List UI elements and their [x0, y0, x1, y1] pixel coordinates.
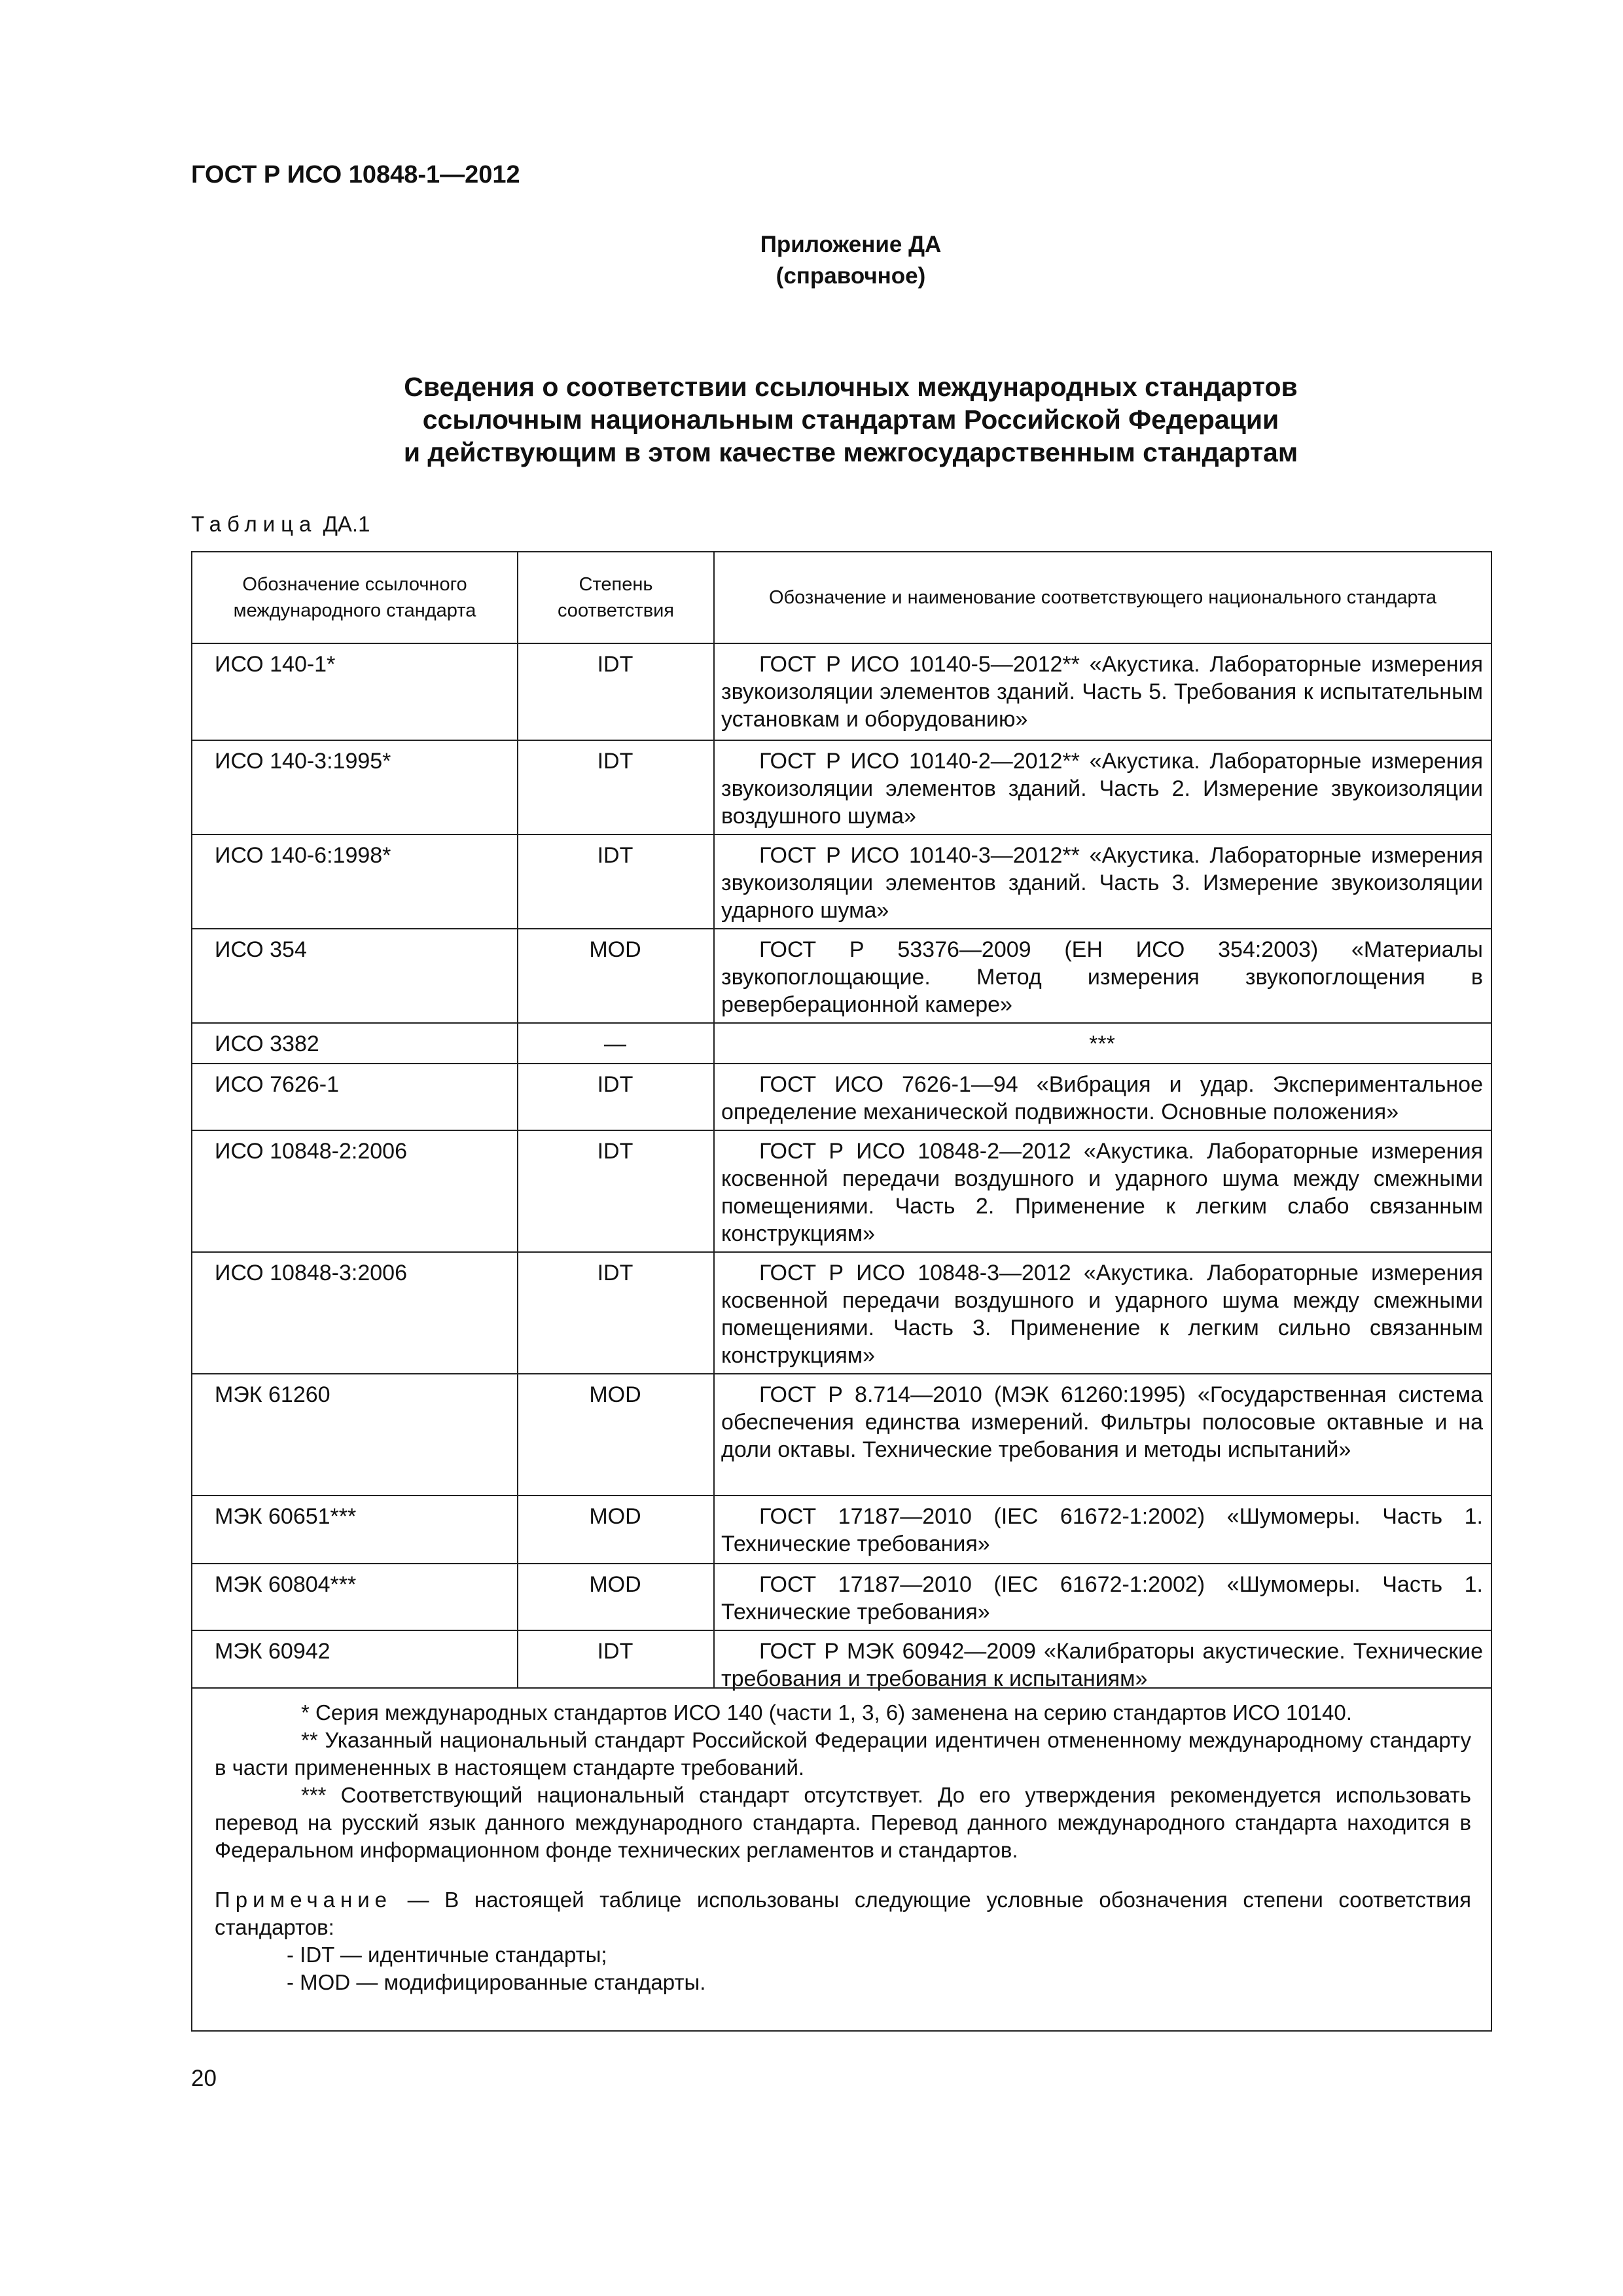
national-standard-cell: ГОСТ Р МЭК 60942—2009 «Калибраторы акустические. Технические требования и требования к испытаниям»: [721, 1639, 1483, 1691]
annex-title: Приложение ДА: [760, 232, 942, 257]
table-label: [191, 512, 370, 537]
national-standard-cell: ГОСТ 17187—2010 (IEC 61672-1:2002) «Шумомеры. Часть 1. Технические требования»: [721, 1572, 1483, 1624]
degree-cell: IDT: [597, 1072, 633, 1097]
intl-standard-cell: МЭК 61260: [215, 1382, 330, 1407]
table-row: [192, 1495, 1491, 1563]
degree-cell: MOD: [589, 1504, 641, 1529]
intl-standard-cell: ИСО 10848-2:2006: [215, 1139, 407, 1164]
national-standard-cell: ГОСТ Р ИСО 10848-2—2012 «Акустика. Лабораторные измерения косвенной передачи воздушного и ударного шума между смежными помещениями. Часть 2. Применение к легким слабо связанным конструкциям»: [721, 1139, 1483, 1246]
intl-standard-cell: ИСО 140-3:1995*: [215, 749, 391, 774]
national-standard-cell: ***: [1089, 1031, 1115, 1056]
degree-cell: IDT: [597, 843, 633, 868]
national-standard-cell: ГОСТ Р ИСО 10140-2—2012** «Акустика. Лабораторные измерения звукоизоляции элементов зданий. Часть 2. Измерение звукоизоляции воздушного шума»: [721, 749, 1483, 829]
degree-cell: —: [604, 1031, 626, 1056]
degree-cell: IDT: [597, 749, 633, 774]
table-label-word: Таблица: [191, 512, 317, 536]
table-row: [192, 928, 1491, 1022]
table-row: [192, 1563, 1491, 1630]
note-list-item: - MOD — модифицированные стандарты.: [287, 1970, 706, 1994]
note-list-item: - IDT — идентичные стандарты;: [287, 1943, 607, 1967]
intl-standard-cell: МЭК 60651***: [215, 1504, 357, 1529]
footnote: ** Указанный национальный стандарт Российской Федерации идентичен отмененному международному стандарту в части примененных в настоящем стандарте требований.: [215, 1728, 1471, 1780]
table-footnotes: [192, 1687, 1491, 2030]
national-standard-cell: ГОСТ Р ИСО 10140-5—2012** «Акустика. Лабораторные измерения звукоизоляции элементов зданий. Часть 5. Требования к испытательным установкам и оборудованию»: [721, 652, 1483, 732]
national-standard-cell: ГОСТ Р 53376—2009 (ЕН ИСО 354:2003) «Материалы звукопоглощающие. Метод измерения звукопоглощения в реверберационной камере»: [721, 937, 1483, 1017]
table-header-row: [192, 552, 1491, 644]
degree-cell: MOD: [589, 937, 641, 962]
intl-standard-cell: ИСО 10848-3:2006: [215, 1261, 407, 1285]
title-line: ссылочным национальным стандартам Российской Федерации: [422, 404, 1279, 435]
intl-standard-cell: МЭК 60942: [215, 1639, 330, 1664]
note-lead: Примечание: [215, 1888, 393, 1912]
intl-standard-cell: ИСО 354: [215, 937, 307, 962]
national-standard-cell: ГОСТ 17187—2010 (IEC 61672-1:2002) «Шумомеры. Часть 1. Технические требования»: [721, 1504, 1483, 1556]
national-standard-cell: ГОСТ Р ИСО 10848-3—2012 «Акустика. Лабораторные измерения косвенной передачи воздушного и ударного шума между смежными помещениями. Часть 3. Применение к легким сильно связанным конструкциям»: [721, 1261, 1483, 1368]
degree-cell: MOD: [589, 1382, 641, 1407]
degree-cell: IDT: [597, 1639, 633, 1664]
table-row: [192, 1063, 1491, 1130]
document-id: ГОСТ Р ИСО 10848-1—2012: [191, 161, 520, 188]
table-row: [192, 1251, 1491, 1373]
national-standard-cell: ГОСТ ИСО 7626-1—94 «Вибрация и удар. Экспериментальное определение механической подвижности. Основные положения»: [721, 1072, 1483, 1124]
correspondence-table: [191, 551, 1492, 2032]
table-row: [192, 1373, 1491, 1495]
header-degree: Степень соответствия: [517, 552, 713, 643]
intl-standard-cell: ИСО 7626-1: [215, 1072, 340, 1097]
table-note: [215, 1886, 1471, 1941]
table-label-number: ДА.1: [323, 512, 370, 536]
table-row: [192, 1630, 1491, 1690]
intl-standard-cell: ИСО 140-1*: [215, 652, 336, 677]
section-title: [190, 370, 1512, 469]
table-row: [192, 644, 1491, 740]
table-row: [192, 1130, 1491, 1251]
table-row: [192, 834, 1491, 928]
title-line: Сведения о соответствии ссылочных международных стандартов: [404, 372, 1298, 402]
note-text: — В настоящей таблице использованы следующие условные обозначения степени соответствия стандартов:: [215, 1888, 1471, 1939]
annex-heading: [589, 229, 1113, 292]
intl-standard-cell: МЭК 60804***: [215, 1572, 357, 1597]
header-intl-standard: Обозначение ссылочного международного стандарта: [233, 574, 476, 621]
intl-standard-cell: ИСО 140-6:1998*: [215, 843, 391, 868]
page-number: 20: [191, 2066, 217, 2091]
annex-status: (справочное): [776, 263, 926, 289]
intl-standard-cell: ИСО 3382: [215, 1031, 319, 1056]
header-national-standard: Обозначение и наименование соответствующего национального стандарта: [713, 552, 1491, 643]
table-row: [192, 740, 1491, 834]
degree-cell: IDT: [597, 1139, 633, 1164]
table-row: [192, 1022, 1491, 1063]
degree-cell: MOD: [589, 1572, 641, 1597]
national-standard-cell: ГОСТ Р 8.714—2010 (МЭК 61260:1995) «Государственная система обеспечения единства измерений. Фильтры полосовые октавные и на доли октавы. Технические требования и методы испытаний»: [721, 1382, 1483, 1462]
footnote: * Серия международных стандартов ИСО 140 (части 1, 3, 6) заменена на серию стандартов ИСО 10140.: [301, 1700, 1352, 1725]
national-standard-cell: ГОСТ Р ИСО 10140-3—2012** «Акустика. Лабораторные измерения звукоизоляции элементов зданий. Часть 3. Измерение звукоизоляции ударного шума»: [721, 843, 1483, 923]
title-line: и действующим в этом качестве межгосударственным стандартам: [403, 437, 1298, 467]
footnote: *** Соответствующий национальный стандарт отсутствует. До его утверждения рекомендуется использовать перевод на русский язык данного международного стандарта. Перевод данного международного стандарта находится в Федеральном информационном фонде технических регламентов и стандартов.: [215, 1783, 1471, 1862]
degree-cell: IDT: [597, 652, 633, 677]
degree-cell: IDT: [597, 1261, 633, 1285]
